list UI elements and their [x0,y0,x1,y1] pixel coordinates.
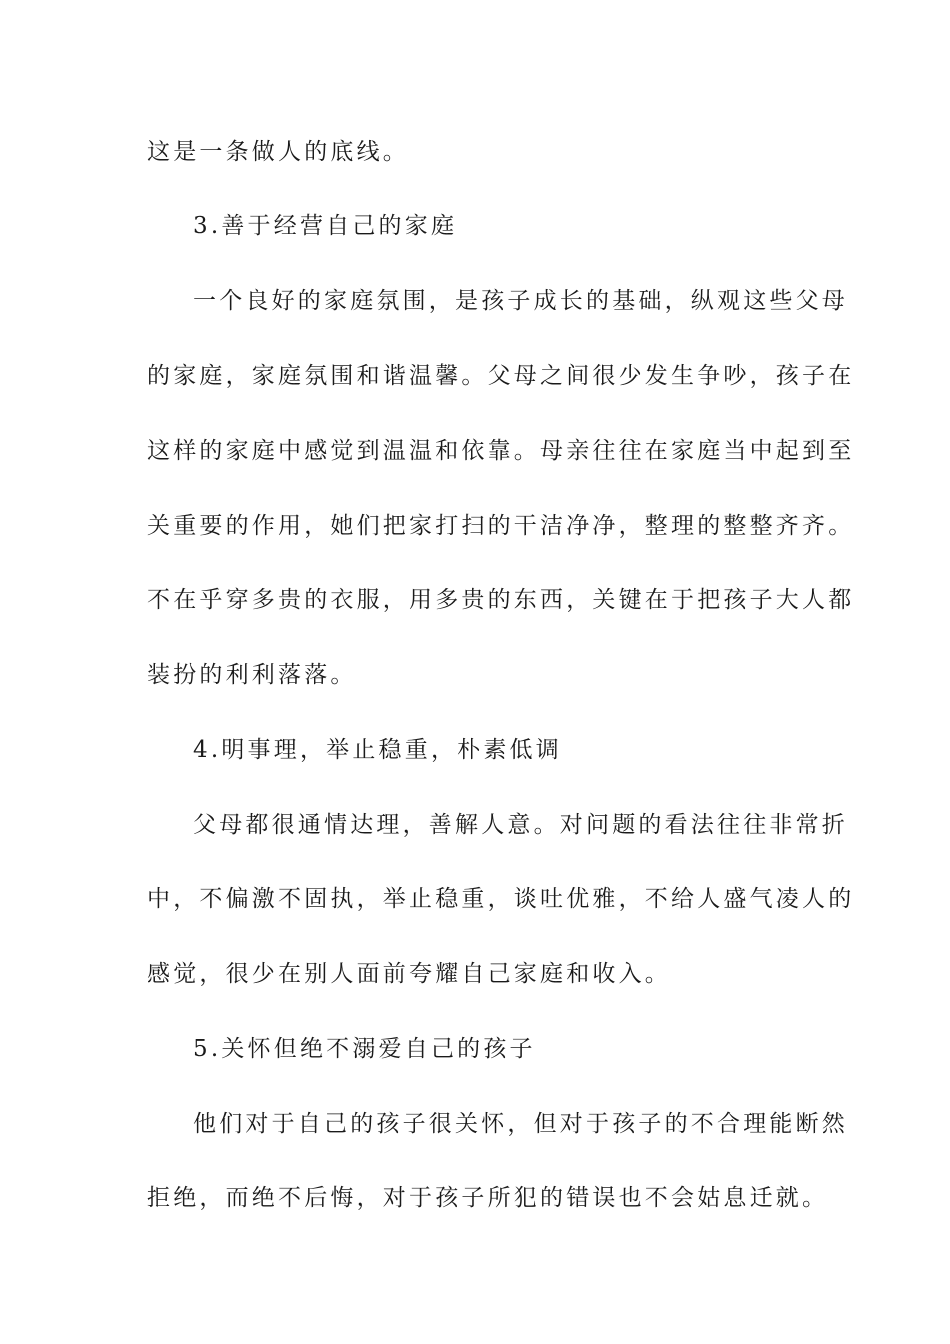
paragraph-line: 的家庭，家庭氛围和谐温馨。父母之间很少发生争吵，孩子在 [147,363,855,389]
section-heading: 4.明事理，举止稳重，朴素低调 [193,737,562,763]
paragraph-line: 这样的家庭中感觉到温温和依靠。母亲往往在家庭当中起到至 [147,438,855,464]
paragraph-line: 他们对于自己的孩子很关怀，但对于孩子的不合理能断然 [193,1111,848,1137]
paragraph-line: 不在乎穿多贵的衣服，用多贵的东西，关键在于把孩子大人都 [147,587,855,613]
paragraph-line: 一个良好的家庭氛围，是孩子成长的基础，纵观这些父母 [193,288,848,314]
paragraph-line: 装扮的利利落落。 [147,662,357,688]
section-heading: 3.善于经营自己的家庭 [193,213,458,239]
paragraph-line: 关重要的作用，她们把家打扫的干洁净净，整理的整整齐齐。 [147,513,855,539]
paragraph-line: 父母都很通情达理，善解人意。对问题的看法往往非常折 [193,812,848,838]
paragraph-line: 感觉，很少在别人面前夸耀自己家庭和收入。 [147,961,671,987]
section-heading: 5.关怀但绝不溺爱自己的孩子 [193,1036,536,1062]
paragraph-line: 这是一条做人的底线。 [147,139,409,165]
paragraph-line: 中，不偏激不固执，举止稳重，谈吐优雅，不给人盛气凌人的 [147,886,855,912]
paragraph-line: 拒绝，而绝不后悔，对于孩子所犯的错误也不会姑息迁就。 [147,1185,829,1211]
